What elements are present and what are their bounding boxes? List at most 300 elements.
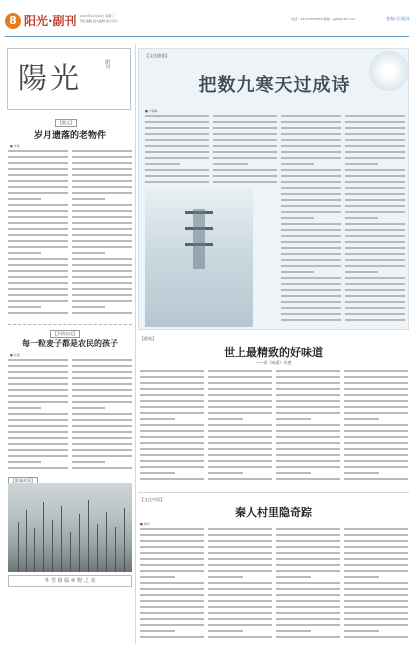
text-line <box>140 406 204 408</box>
article-headline: 岁月遗落的老物件 <box>33 131 106 141</box>
text-line <box>344 558 408 560</box>
feature-byline: ■ 卢海林 <box>145 109 158 113</box>
divider <box>138 492 409 493</box>
text-line <box>145 163 180 165</box>
text-line <box>281 115 341 117</box>
article-body-col-4 <box>344 370 408 488</box>
article-byline: ■ 李梅 <box>10 144 20 148</box>
text-line <box>344 478 408 480</box>
masthead <box>0 0 415 40</box>
text-line <box>345 199 405 201</box>
text-line <box>72 204 132 206</box>
article-body-col-3 <box>276 528 340 642</box>
text-line <box>72 300 132 302</box>
text-line <box>276 454 340 456</box>
text-line <box>8 186 68 188</box>
text-line <box>145 157 209 159</box>
body-text <box>213 115 277 183</box>
text-line <box>140 612 204 614</box>
text-line <box>345 271 378 273</box>
text-line <box>8 264 68 266</box>
text-line <box>145 115 209 117</box>
text-line <box>72 264 132 266</box>
text-line <box>8 192 68 194</box>
text-line <box>140 600 204 602</box>
text-line <box>145 133 209 135</box>
text-line <box>8 407 41 409</box>
article-tag: 【随笔】 <box>140 336 156 341</box>
text-line <box>8 395 68 397</box>
text-line <box>72 216 132 218</box>
text-line <box>8 306 41 308</box>
text-line <box>8 431 68 433</box>
text-line <box>276 412 340 414</box>
text-line <box>140 582 204 584</box>
text-line <box>213 115 277 117</box>
text-line <box>140 540 204 542</box>
text-line <box>72 252 105 254</box>
text-line <box>8 270 68 272</box>
text-line <box>8 204 68 206</box>
text-line <box>72 395 132 397</box>
text-line <box>145 121 209 123</box>
body-text <box>8 359 68 469</box>
text-line <box>344 528 408 530</box>
text-line <box>8 162 68 164</box>
text-line <box>8 371 68 373</box>
text-line <box>140 570 204 572</box>
text-line <box>140 594 204 596</box>
text-line <box>140 400 204 402</box>
article-body-col-2 <box>72 359 132 475</box>
text-line <box>344 388 408 390</box>
text-line <box>208 636 272 638</box>
text-line <box>281 163 314 165</box>
text-line <box>208 606 272 608</box>
text-line <box>208 406 272 408</box>
text-line <box>140 588 204 590</box>
article-body-col-1 <box>8 359 68 475</box>
body-text <box>208 370 272 480</box>
text-line <box>276 570 340 572</box>
text-line <box>8 419 68 421</box>
text-line <box>281 139 341 141</box>
text-line <box>72 389 132 391</box>
text-line <box>345 241 405 243</box>
article-body-col-2 <box>72 150 132 320</box>
text-line <box>140 606 204 608</box>
text-line <box>140 636 204 638</box>
text-line <box>208 618 272 620</box>
text-line <box>145 151 209 153</box>
text-line <box>281 175 341 177</box>
photo-tag: 【影像故事】 <box>8 477 38 485</box>
text-line <box>345 277 405 279</box>
text-line <box>281 277 341 279</box>
article-headline: 每一粒麦子都是农民的孩子 <box>22 338 118 348</box>
text-line <box>281 253 341 255</box>
text-line <box>276 370 340 372</box>
text-line <box>140 558 204 560</box>
text-line <box>208 570 272 572</box>
text-line <box>276 472 311 474</box>
text-line <box>8 461 41 463</box>
text-line <box>345 307 405 309</box>
text-line <box>8 449 68 451</box>
text-line <box>8 156 68 158</box>
text-line <box>213 157 277 159</box>
article-body-col-3 <box>276 370 340 488</box>
text-line <box>344 570 408 572</box>
text-line <box>344 534 408 536</box>
text-line <box>276 594 340 596</box>
text-line <box>281 235 341 237</box>
text-line <box>8 180 68 182</box>
text-line <box>276 478 340 480</box>
text-line <box>344 636 408 638</box>
divider <box>8 324 132 325</box>
text-line <box>8 377 68 379</box>
text-line <box>276 618 340 620</box>
date-line: 2023年12月20日 星期三 <box>80 14 115 18</box>
text-line <box>276 606 340 608</box>
text-line <box>72 168 132 170</box>
text-line <box>281 211 341 213</box>
text-line <box>344 382 408 384</box>
text-line <box>208 394 272 396</box>
text-line <box>344 394 408 396</box>
text-line <box>72 437 132 439</box>
feature-body-col-3 <box>281 115 341 325</box>
text-line <box>276 418 311 420</box>
text-line <box>345 247 405 249</box>
text-line <box>145 169 209 171</box>
text-line <box>208 376 272 378</box>
text-line <box>345 295 405 297</box>
text-line <box>344 454 408 456</box>
text-line <box>345 313 405 315</box>
text-line <box>344 424 408 426</box>
text-line <box>213 121 277 123</box>
text-line <box>208 436 272 438</box>
text-line <box>344 448 408 450</box>
text-line <box>281 307 341 309</box>
text-line <box>8 300 68 302</box>
text-line <box>345 169 405 171</box>
text-line <box>8 174 68 176</box>
text-line <box>145 175 209 177</box>
text-line <box>345 181 405 183</box>
photo-caption: 冬 雪 降 临 乡 野 之 美 <box>8 575 132 587</box>
text-line <box>208 528 272 530</box>
text-line <box>145 127 209 129</box>
text-line <box>276 436 340 438</box>
text-line <box>72 371 132 373</box>
text-line <box>276 442 340 444</box>
text-line <box>213 145 277 147</box>
article-tag: 【乡情杂谈】 <box>50 330 80 338</box>
text-line <box>345 283 405 285</box>
text-line <box>72 312 132 314</box>
text-line <box>281 265 341 267</box>
article-body-col-2 <box>208 528 272 642</box>
text-line <box>140 412 204 414</box>
text-line <box>344 412 408 414</box>
body-text <box>145 115 209 183</box>
text-line <box>281 319 341 321</box>
text-line <box>276 624 340 626</box>
snow-reeds-photo <box>8 483 132 572</box>
article-headline: 秦人村里隐奇踪 <box>235 506 312 519</box>
article-tag: 【文化中国】 <box>140 497 164 502</box>
text-line <box>8 288 68 290</box>
text-line <box>276 540 340 542</box>
text-line <box>281 157 341 159</box>
text-line <box>140 418 175 420</box>
feature-article <box>138 48 409 330</box>
body-text <box>140 370 204 480</box>
text-line <box>8 365 68 367</box>
text-line <box>281 127 341 129</box>
text-line <box>72 365 132 367</box>
text-line <box>208 424 272 426</box>
text-line <box>72 186 132 188</box>
text-line <box>140 552 204 554</box>
text-line <box>140 630 175 632</box>
text-line <box>140 472 175 474</box>
text-line <box>213 133 277 135</box>
feature-tag: 【文化随笔】 <box>145 53 169 58</box>
text-line <box>276 612 340 614</box>
text-line <box>72 150 132 152</box>
text-line <box>276 388 340 390</box>
text-line <box>140 478 204 480</box>
text-line <box>281 145 341 147</box>
body-text <box>345 115 405 321</box>
text-line <box>72 425 132 427</box>
text-line <box>276 424 340 426</box>
text-line <box>8 294 68 296</box>
text-line <box>208 624 272 626</box>
body-text <box>276 370 340 480</box>
text-line <box>208 558 272 560</box>
text-line <box>344 460 408 462</box>
text-line <box>208 594 272 596</box>
text-line <box>72 222 132 224</box>
text-line <box>276 534 340 536</box>
text-line <box>344 564 408 566</box>
text-line <box>208 412 272 414</box>
text-line <box>208 478 272 480</box>
text-line <box>345 145 405 147</box>
text-line <box>345 175 405 177</box>
text-line <box>72 198 105 200</box>
text-line <box>72 449 132 451</box>
text-line <box>208 400 272 402</box>
text-line <box>8 234 68 236</box>
text-line <box>8 359 68 361</box>
text-line <box>213 175 277 177</box>
text-line <box>276 460 340 462</box>
text-line <box>208 382 272 384</box>
text-line <box>208 576 243 578</box>
text-line <box>208 418 243 420</box>
body-text <box>72 150 132 314</box>
text-line <box>140 460 204 462</box>
text-line <box>8 168 68 170</box>
text-line <box>345 259 405 261</box>
text-line <box>145 145 209 147</box>
body-text <box>140 528 204 638</box>
body-text <box>276 528 340 638</box>
text-line <box>213 163 248 165</box>
text-line <box>8 258 68 260</box>
text-line <box>345 193 405 195</box>
text-line <box>72 270 132 272</box>
text-line <box>276 382 340 384</box>
page-number-badge: 8 <box>5 13 21 29</box>
text-line <box>8 312 68 314</box>
text-line <box>213 181 277 183</box>
text-line <box>281 313 341 315</box>
text-line <box>281 241 341 243</box>
text-line <box>281 169 341 171</box>
text-line <box>345 139 405 141</box>
text-line <box>276 600 340 602</box>
text-line <box>72 401 132 403</box>
text-line <box>72 246 132 248</box>
text-line <box>344 472 379 474</box>
text-line <box>345 289 405 291</box>
text-line <box>208 582 272 584</box>
text-line <box>276 400 340 402</box>
text-line <box>281 181 341 183</box>
text-line <box>208 388 272 390</box>
text-line <box>344 594 408 596</box>
text-line <box>72 455 132 457</box>
text-line <box>72 467 132 469</box>
text-line <box>8 467 68 469</box>
text-line <box>281 193 341 195</box>
text-line <box>344 576 379 578</box>
text-line <box>8 282 68 284</box>
text-line <box>72 234 132 236</box>
text-line <box>281 205 341 207</box>
text-line <box>281 259 341 261</box>
text-line <box>8 455 68 457</box>
text-line <box>344 400 408 402</box>
text-line <box>140 534 204 536</box>
article-body-col-1 <box>8 150 68 320</box>
text-line <box>208 540 272 542</box>
text-line <box>72 282 132 284</box>
text-line <box>281 289 341 291</box>
text-line <box>276 588 340 590</box>
text-line <box>208 448 272 450</box>
text-line <box>8 252 41 254</box>
winter-pagoda-illustration <box>145 189 253 327</box>
text-line <box>276 528 340 530</box>
article-headline: 世上最精致的好味道 <box>224 346 323 359</box>
text-line <box>208 442 272 444</box>
text-line <box>72 210 132 212</box>
body-text <box>281 115 341 321</box>
text-line <box>72 383 132 385</box>
text-line <box>72 156 132 158</box>
body-text <box>344 528 408 638</box>
text-line <box>8 413 68 415</box>
text-line <box>281 187 341 189</box>
body-text <box>344 370 408 480</box>
text-line <box>140 624 204 626</box>
body-text <box>208 528 272 638</box>
text-line <box>281 283 341 285</box>
text-line <box>140 424 204 426</box>
text-line <box>345 217 378 219</box>
text-line <box>344 466 408 468</box>
text-line <box>345 151 405 153</box>
column-divider <box>135 44 136 644</box>
text-line <box>72 276 132 278</box>
text-line <box>276 546 340 548</box>
text-line <box>208 534 272 536</box>
text-line <box>140 430 204 432</box>
text-line <box>345 319 405 321</box>
text-line <box>345 205 405 207</box>
text-line <box>344 442 408 444</box>
text-line <box>345 301 405 303</box>
text-line <box>72 407 105 409</box>
text-line <box>345 235 405 237</box>
text-line <box>345 187 405 189</box>
text-line <box>8 383 68 385</box>
feature-body-col-4 <box>345 115 405 325</box>
text-line <box>344 406 408 408</box>
text-line <box>281 151 341 153</box>
text-line <box>345 265 405 267</box>
text-line <box>8 222 68 224</box>
text-line <box>345 163 378 165</box>
text-line <box>281 217 314 219</box>
text-line <box>344 624 408 626</box>
article-body-col-4 <box>344 528 408 642</box>
text-line <box>208 466 272 468</box>
text-line <box>213 139 277 141</box>
text-line <box>72 162 132 164</box>
text-line <box>145 139 209 141</box>
text-line <box>276 376 340 378</box>
text-line <box>276 394 340 396</box>
text-line <box>276 636 340 638</box>
text-line <box>72 443 132 445</box>
text-line <box>345 157 405 159</box>
text-line <box>8 276 68 278</box>
text-line <box>344 600 408 602</box>
text-line <box>208 472 243 474</box>
text-line <box>345 229 405 231</box>
text-line <box>140 564 204 566</box>
text-line <box>276 406 340 408</box>
body-text <box>8 150 68 314</box>
text-line <box>72 240 132 242</box>
text-line <box>344 376 408 378</box>
text-line <box>140 466 204 468</box>
text-line <box>345 121 405 123</box>
text-line <box>140 528 204 530</box>
text-line <box>276 582 340 584</box>
brand-title: 陽光 <box>18 61 83 95</box>
text-line <box>345 127 405 129</box>
